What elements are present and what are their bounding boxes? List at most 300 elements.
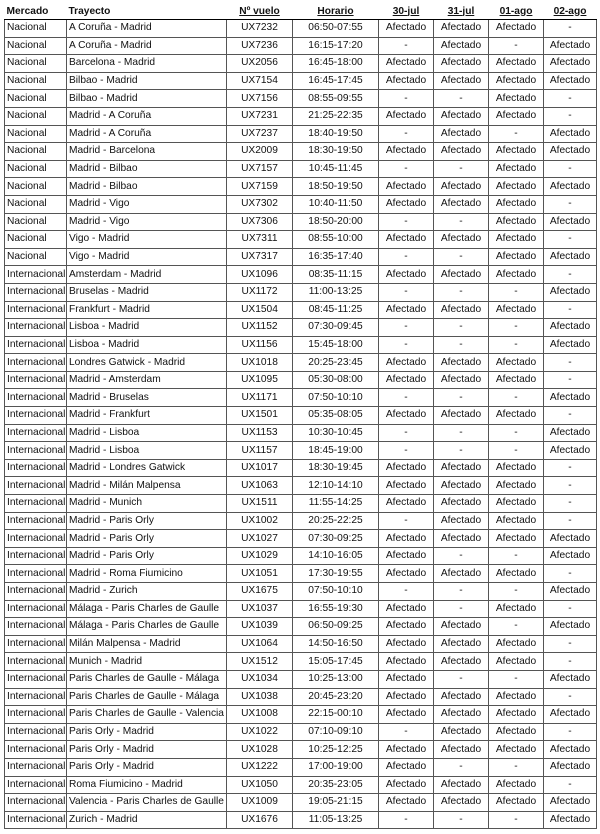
cell-mercado: Nacional	[5, 107, 67, 125]
cell-01-ago: Afectado	[489, 741, 544, 759]
cell-horario: 15:45-18:00	[293, 336, 379, 354]
cell-mercado: Internacional	[5, 811, 67, 829]
cell-trayecto: Madrid - Paris Orly	[67, 512, 227, 530]
table-row	[5, 371, 597, 389]
table-row	[5, 72, 597, 90]
cell-flight-number: UX1153	[227, 424, 293, 442]
cell-trayecto: Zurich - Madrid	[67, 811, 227, 829]
cell-02-ago: Afectado	[544, 741, 597, 759]
table-row	[5, 741, 597, 759]
cell-horario: 07:10-09:10	[293, 723, 379, 741]
cell-30-jul: -	[379, 90, 434, 108]
cell-31-jul: Afectado	[434, 565, 489, 583]
cell-mercado: Internacional	[5, 618, 67, 636]
table-row	[5, 143, 597, 161]
cell-mercado: Internacional	[5, 407, 67, 425]
table-row	[5, 442, 597, 460]
cell-horario: 14:10-16:05	[293, 547, 379, 565]
cell-flight-number: UX1157	[227, 442, 293, 460]
table-row	[5, 195, 597, 213]
cell-30-jul: -	[379, 336, 434, 354]
cell-trayecto: Munich - Madrid	[67, 653, 227, 671]
table-row	[5, 178, 597, 196]
cell-02-ago: Afectado	[544, 319, 597, 337]
cell-30-jul: Afectado	[379, 530, 434, 548]
cell-flight-number: UX1009	[227, 794, 293, 812]
cell-mercado: Nacional	[5, 55, 67, 73]
cell-31-jul: Afectado	[434, 55, 489, 73]
table-row	[5, 107, 597, 125]
cell-horario: 08:35-11:15	[293, 266, 379, 284]
cell-mercado: Internacional	[5, 565, 67, 583]
cell-31-jul: Afectado	[434, 407, 489, 425]
cell-30-jul: Afectado	[379, 143, 434, 161]
cell-trayecto: Madrid - Roma Fiumicino	[67, 565, 227, 583]
table-row	[5, 635, 597, 653]
cell-02-ago: -	[544, 477, 597, 495]
table-row	[5, 389, 597, 407]
cell-mercado: Internacional	[5, 794, 67, 812]
header-date-31-jul: 31-jul	[434, 3, 489, 20]
cell-horario: 08:55-10:00	[293, 231, 379, 249]
cell-30-jul: Afectado	[379, 266, 434, 284]
cell-mercado: Internacional	[5, 723, 67, 741]
cell-31-jul: Afectado	[434, 266, 489, 284]
cell-30-jul: Afectado	[379, 565, 434, 583]
cell-31-jul: -	[434, 424, 489, 442]
cell-02-ago: Afectado	[544, 336, 597, 354]
cell-horario: 20:25-22:25	[293, 512, 379, 530]
cell-mercado: Internacional	[5, 741, 67, 759]
cell-31-jul: -	[434, 319, 489, 337]
cell-trayecto: Bilbao - Madrid	[67, 90, 227, 108]
table-row	[5, 565, 597, 583]
cell-flight-number: UX1676	[227, 811, 293, 829]
cell-30-jul: -	[379, 37, 434, 55]
cell-01-ago: -	[489, 389, 544, 407]
cell-02-ago: -	[544, 160, 597, 178]
cell-01-ago: Afectado	[489, 160, 544, 178]
table-row	[5, 530, 597, 548]
cell-mercado: Nacional	[5, 72, 67, 90]
cell-31-jul: Afectado	[434, 794, 489, 812]
cell-trayecto: Lisboa - Madrid	[67, 319, 227, 337]
cell-mercado: Internacional	[5, 635, 67, 653]
cell-flight-number: UX1152	[227, 319, 293, 337]
cell-flight-number: UX1039	[227, 618, 293, 636]
cell-02-ago: -	[544, 565, 597, 583]
cell-horario: 18:50-20:00	[293, 213, 379, 231]
cell-30-jul: -	[379, 125, 434, 143]
cell-trayecto: Frankfurt - Madrid	[67, 301, 227, 319]
cell-30-jul: Afectado	[379, 706, 434, 724]
cell-horario: 07:30-09:45	[293, 319, 379, 337]
cell-horario: 11:55-14:25	[293, 495, 379, 513]
cell-mercado: Nacional	[5, 195, 67, 213]
cell-mercado: Nacional	[5, 90, 67, 108]
table-row	[5, 670, 597, 688]
cell-31-jul: Afectado	[434, 107, 489, 125]
cell-trayecto: Paris Charles de Gaulle - Valencia	[67, 706, 227, 724]
cell-02-ago: Afectado	[544, 178, 597, 196]
table-row	[5, 776, 597, 794]
cell-02-ago: -	[544, 371, 597, 389]
cell-02-ago: -	[544, 354, 597, 372]
cell-30-jul: Afectado	[379, 195, 434, 213]
cell-01-ago: Afectado	[489, 143, 544, 161]
cell-30-jul: Afectado	[379, 776, 434, 794]
cell-30-jul: -	[379, 512, 434, 530]
table-row	[5, 583, 597, 601]
cell-31-jul: -	[434, 600, 489, 618]
cell-mercado: Internacional	[5, 495, 67, 513]
cell-horario: 18:40-19:50	[293, 125, 379, 143]
cell-31-jul: -	[434, 811, 489, 829]
cell-flight-number: UX1037	[227, 600, 293, 618]
cell-30-jul: Afectado	[379, 20, 434, 38]
table-row	[5, 20, 597, 38]
table-row	[5, 495, 597, 513]
header-mercado: Mercado	[5, 3, 67, 20]
cell-31-jul: Afectado	[434, 635, 489, 653]
cell-mercado: Internacional	[5, 653, 67, 671]
cell-trayecto: Paris Charles de Gaulle - Málaga	[67, 670, 227, 688]
cell-flight-number: UX1018	[227, 354, 293, 372]
cell-flight-number: UX1027	[227, 530, 293, 548]
cell-horario: 16:55-19:30	[293, 600, 379, 618]
cell-30-jul: Afectado	[379, 107, 434, 125]
cell-horario: 16:45-17:45	[293, 72, 379, 90]
cell-01-ago: Afectado	[489, 301, 544, 319]
cell-mercado: Nacional	[5, 143, 67, 161]
cell-flight-number: UX2009	[227, 143, 293, 161]
cell-mercado: Nacional	[5, 231, 67, 249]
table-row	[5, 283, 597, 301]
cell-02-ago: Afectado	[544, 706, 597, 724]
cell-trayecto: Milán Malpensa - Madrid	[67, 635, 227, 653]
cell-31-jul: Afectado	[434, 495, 489, 513]
cell-30-jul: -	[379, 283, 434, 301]
cell-01-ago: Afectado	[489, 512, 544, 530]
cell-01-ago: Afectado	[489, 495, 544, 513]
cell-flight-number: UX7236	[227, 37, 293, 55]
cell-horario: 18:45-19:00	[293, 442, 379, 460]
table-row	[5, 618, 597, 636]
cell-flight-number: UX1064	[227, 635, 293, 653]
cell-31-jul: -	[434, 160, 489, 178]
table-row	[5, 301, 597, 319]
header-date-01-ago: 01-ago	[489, 3, 544, 20]
cell-horario: 12:10-14:10	[293, 477, 379, 495]
table-row	[5, 512, 597, 530]
table-row	[5, 354, 597, 372]
header-date-30-jul: 30-jul	[379, 3, 434, 20]
cell-flight-number: UX1017	[227, 459, 293, 477]
cell-01-ago: -	[489, 758, 544, 776]
cell-mercado: Internacional	[5, 266, 67, 284]
cell-30-jul: Afectado	[379, 794, 434, 812]
cell-01-ago: Afectado	[489, 530, 544, 548]
cell-flight-number: UX7157	[227, 160, 293, 178]
cell-horario: 08:45-11:25	[293, 301, 379, 319]
cell-01-ago: Afectado	[489, 231, 544, 249]
cell-31-jul: Afectado	[434, 354, 489, 372]
cell-01-ago: Afectado	[489, 706, 544, 724]
cell-30-jul: -	[379, 442, 434, 460]
cell-trayecto: Madrid - Vigo	[67, 213, 227, 231]
cell-02-ago: -	[544, 688, 597, 706]
cell-trayecto: Madrid - Londres Gatwick	[67, 459, 227, 477]
cell-01-ago: Afectado	[489, 688, 544, 706]
cell-flight-number: UX7156	[227, 90, 293, 108]
cell-mercado: Internacional	[5, 583, 67, 601]
cell-mercado: Nacional	[5, 178, 67, 196]
cell-31-jul: Afectado	[434, 20, 489, 38]
cell-02-ago: Afectado	[544, 794, 597, 812]
cell-horario: 19:05-21:15	[293, 794, 379, 812]
cell-02-ago: -	[544, 723, 597, 741]
cell-flight-number: UX7231	[227, 107, 293, 125]
cell-trayecto: Londres Gatwick - Madrid	[67, 354, 227, 372]
cell-mercado: Internacional	[5, 670, 67, 688]
cell-flight-number: UX2056	[227, 55, 293, 73]
cell-01-ago: Afectado	[489, 794, 544, 812]
table-row	[5, 266, 597, 284]
cell-horario: 06:50-09:25	[293, 618, 379, 636]
cell-02-ago: -	[544, 512, 597, 530]
cell-30-jul: Afectado	[379, 301, 434, 319]
cell-01-ago: -	[489, 283, 544, 301]
cell-31-jul: Afectado	[434, 688, 489, 706]
cell-02-ago: Afectado	[544, 37, 597, 55]
cell-flight-number: UX7159	[227, 178, 293, 196]
cell-01-ago: Afectado	[489, 178, 544, 196]
cell-01-ago: Afectado	[489, 20, 544, 38]
table-row	[5, 37, 597, 55]
cell-31-jul: Afectado	[434, 301, 489, 319]
cell-01-ago: Afectado	[489, 653, 544, 671]
cell-31-jul: Afectado	[434, 125, 489, 143]
cell-flight-number: UX1038	[227, 688, 293, 706]
cell-30-jul: Afectado	[379, 477, 434, 495]
cell-01-ago: Afectado	[489, 635, 544, 653]
cell-02-ago: -	[544, 600, 597, 618]
cell-trayecto: Madrid - Frankfurt	[67, 407, 227, 425]
cell-01-ago: Afectado	[489, 90, 544, 108]
table-row	[5, 477, 597, 495]
cell-horario: 05:35-08:05	[293, 407, 379, 425]
cell-30-jul: Afectado	[379, 547, 434, 565]
cell-01-ago: -	[489, 547, 544, 565]
table-row	[5, 160, 597, 178]
cell-flight-number: UX7302	[227, 195, 293, 213]
cell-02-ago: Afectado	[544, 248, 597, 266]
cell-01-ago: Afectado	[489, 371, 544, 389]
cell-horario: 06:50-07:55	[293, 20, 379, 38]
cell-trayecto: Bilbao - Madrid	[67, 72, 227, 90]
cell-trayecto: Amsterdam - Madrid	[67, 266, 227, 284]
cell-31-jul: Afectado	[434, 231, 489, 249]
cell-horario: 20:45-23:20	[293, 688, 379, 706]
cell-flight-number: UX7237	[227, 125, 293, 143]
cell-31-jul: Afectado	[434, 653, 489, 671]
cell-mercado: Internacional	[5, 459, 67, 477]
cell-trayecto: Madrid - Lisboa	[67, 424, 227, 442]
cell-trayecto: Paris Charles de Gaulle - Málaga	[67, 688, 227, 706]
cell-02-ago: Afectado	[544, 583, 597, 601]
table-row	[5, 125, 597, 143]
cell-horario: 22:15-00:10	[293, 706, 379, 724]
table-row	[5, 319, 597, 337]
header-flight-number: Nº vuelo	[227, 3, 293, 20]
cell-01-ago: Afectado	[489, 195, 544, 213]
cell-01-ago: Afectado	[489, 72, 544, 90]
cell-mercado: Nacional	[5, 20, 67, 38]
cell-02-ago: Afectado	[544, 55, 597, 73]
cell-02-ago: -	[544, 107, 597, 125]
cell-flight-number: UX1095	[227, 371, 293, 389]
cell-flight-number: UX1050	[227, 776, 293, 794]
table-row	[5, 547, 597, 565]
cell-01-ago: Afectado	[489, 55, 544, 73]
table-row	[5, 248, 597, 266]
cell-mercado: Internacional	[5, 371, 67, 389]
cell-01-ago: Afectado	[489, 107, 544, 125]
cell-flight-number: UX1512	[227, 653, 293, 671]
cell-trayecto: Madrid - A Coruña	[67, 125, 227, 143]
table-row	[5, 653, 597, 671]
cell-flight-number: UX1675	[227, 583, 293, 601]
cell-30-jul: Afectado	[379, 178, 434, 196]
cell-trayecto: Madrid - Milán Malpensa	[67, 477, 227, 495]
cell-mercado: Internacional	[5, 389, 67, 407]
cell-31-jul: -	[434, 283, 489, 301]
cell-trayecto: Madrid - Zurich	[67, 583, 227, 601]
cell-30-jul: Afectado	[379, 688, 434, 706]
cell-trayecto: Lisboa - Madrid	[67, 336, 227, 354]
cell-horario: 11:00-13:25	[293, 283, 379, 301]
cell-01-ago: -	[489, 442, 544, 460]
cell-trayecto: Madrid - Vigo	[67, 195, 227, 213]
cell-horario: 10:25-13:00	[293, 670, 379, 688]
cell-02-ago: -	[544, 90, 597, 108]
cell-trayecto: Madrid - Barcelona	[67, 143, 227, 161]
cell-flight-number: UX1156	[227, 336, 293, 354]
cell-01-ago: Afectado	[489, 723, 544, 741]
cell-02-ago: -	[544, 459, 597, 477]
table-row	[5, 688, 597, 706]
cell-30-jul: Afectado	[379, 670, 434, 688]
cell-mercado: Internacional	[5, 547, 67, 565]
cell-01-ago: -	[489, 583, 544, 601]
cell-30-jul: Afectado	[379, 459, 434, 477]
cell-mercado: Internacional	[5, 442, 67, 460]
cell-mercado: Internacional	[5, 336, 67, 354]
cell-flight-number: UX1022	[227, 723, 293, 741]
cell-31-jul: -	[434, 758, 489, 776]
cell-02-ago: -	[544, 231, 597, 249]
cell-flight-number: UX7232	[227, 20, 293, 38]
cell-02-ago: Afectado	[544, 442, 597, 460]
cell-01-ago: -	[489, 125, 544, 143]
cell-horario: 05:30-08:00	[293, 371, 379, 389]
cell-01-ago: Afectado	[489, 776, 544, 794]
cell-mercado: Internacional	[5, 283, 67, 301]
cell-02-ago: Afectado	[544, 125, 597, 143]
table-row	[5, 424, 597, 442]
cell-30-jul: -	[379, 723, 434, 741]
cell-trayecto: Valencia - Paris Charles de Gaulle	[67, 794, 227, 812]
cell-horario: 07:50-10:10	[293, 389, 379, 407]
table-row	[5, 459, 597, 477]
cell-01-ago: Afectado	[489, 354, 544, 372]
cell-trayecto: Paris Orly - Madrid	[67, 758, 227, 776]
cell-01-ago: -	[489, 618, 544, 636]
cell-31-jul: Afectado	[434, 776, 489, 794]
cell-02-ago: -	[544, 301, 597, 319]
cell-31-jul: Afectado	[434, 37, 489, 55]
cell-02-ago: Afectado	[544, 758, 597, 776]
cell-trayecto: Madrid - Munich	[67, 495, 227, 513]
cell-horario: 10:45-11:45	[293, 160, 379, 178]
table-row	[5, 600, 597, 618]
cell-horario: 17:00-19:00	[293, 758, 379, 776]
cell-02-ago: Afectado	[544, 143, 597, 161]
cell-30-jul: -	[379, 160, 434, 178]
cell-01-ago: Afectado	[489, 248, 544, 266]
table-row	[5, 706, 597, 724]
cell-31-jul: Afectado	[434, 371, 489, 389]
cell-31-jul: Afectado	[434, 741, 489, 759]
cell-02-ago: -	[544, 20, 597, 38]
cell-30-jul: Afectado	[379, 231, 434, 249]
cell-02-ago: Afectado	[544, 618, 597, 636]
cell-flight-number: UX7317	[227, 248, 293, 266]
cell-02-ago: Afectado	[544, 547, 597, 565]
cell-flight-number: UX1172	[227, 283, 293, 301]
cell-flight-number: UX1008	[227, 706, 293, 724]
cell-31-jul: Afectado	[434, 530, 489, 548]
table-body	[5, 20, 597, 829]
cell-31-jul: -	[434, 389, 489, 407]
cell-30-jul: Afectado	[379, 600, 434, 618]
cell-02-ago: -	[544, 653, 597, 671]
cell-mercado: Internacional	[5, 688, 67, 706]
cell-horario: 14:50-16:50	[293, 635, 379, 653]
cell-31-jul: Afectado	[434, 178, 489, 196]
cell-30-jul: -	[379, 811, 434, 829]
cell-flight-number: UX1501	[227, 407, 293, 425]
cell-horario: 17:30-19:55	[293, 565, 379, 583]
table-row	[5, 758, 597, 776]
cell-flight-number: UX1029	[227, 547, 293, 565]
cell-trayecto: A Coruña - Madrid	[67, 20, 227, 38]
cell-01-ago: Afectado	[489, 600, 544, 618]
cell-31-jul: Afectado	[434, 723, 489, 741]
cell-02-ago: Afectado	[544, 213, 597, 231]
table-row	[5, 90, 597, 108]
cell-31-jul: -	[434, 583, 489, 601]
table-header	[5, 3, 597, 20]
cell-01-ago: -	[489, 336, 544, 354]
cell-flight-number: UX7154	[227, 72, 293, 90]
cell-30-jul: -	[379, 389, 434, 407]
cell-30-jul: -	[379, 248, 434, 266]
cell-horario: 20:25-23:45	[293, 354, 379, 372]
cell-flight-number: UX1096	[227, 266, 293, 284]
cell-trayecto: Málaga - Paris Charles de Gaulle	[67, 618, 227, 636]
cell-01-ago: Afectado	[489, 459, 544, 477]
